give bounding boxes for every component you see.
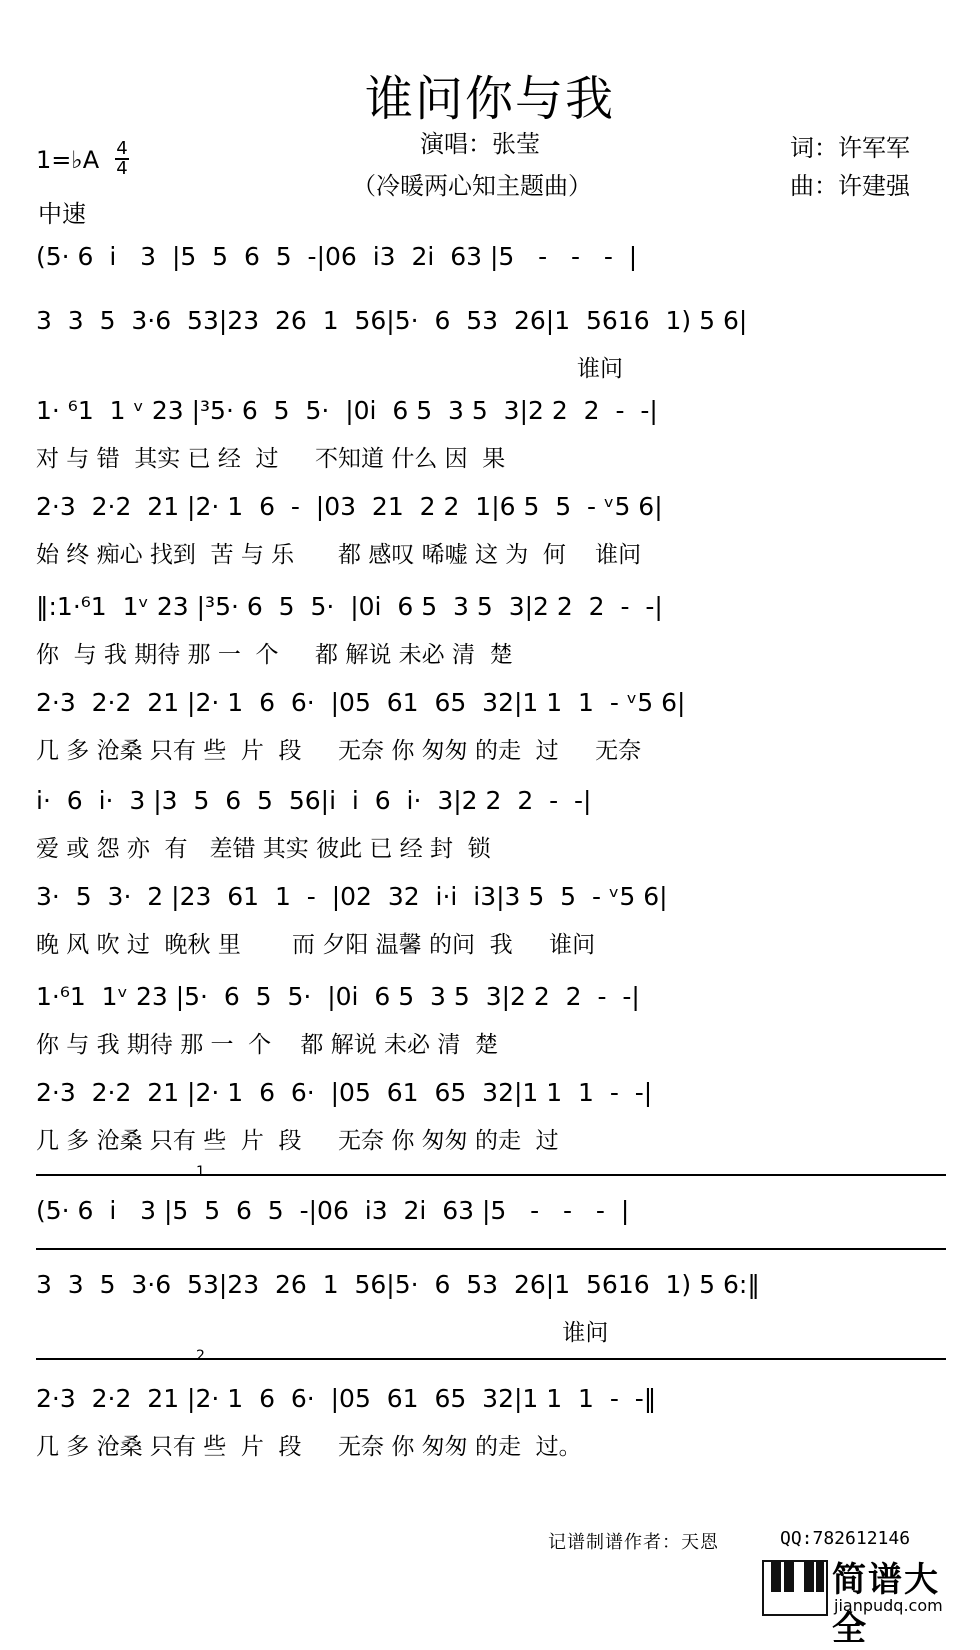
singer: 演唱：张莹 bbox=[420, 130, 540, 158]
system-5 bbox=[36, 584, 964, 674]
lyrics: 几 多 沧桑 只有 些 片 段 无奈 你 匆匆 的走 过 bbox=[36, 1128, 559, 1154]
time-signature bbox=[113, 140, 131, 178]
footer-credit: 记谱制谱作者：天恩 bbox=[548, 1532, 719, 1553]
logo-text: 简谱大全 bbox=[832, 1560, 940, 1649]
system-4 bbox=[36, 484, 964, 574]
tempo: 中速 bbox=[38, 200, 86, 228]
lyrics: 你 与 我 期待 那 一 个 都 解说 未必 清 楚 bbox=[36, 642, 513, 668]
lyrics: 爱 或 怨 亦 有 差错 其实 彼此 已 经 封 锁 bbox=[36, 836, 491, 862]
piano-icon bbox=[762, 1560, 828, 1616]
system-10 bbox=[36, 1070, 964, 1160]
volta-1-bracket bbox=[36, 1174, 946, 1176]
notes: ‖:1·⁶1 1ᵛ 23 |³5· 6 5 5· |0i 6 5 3 5 3|2 2 2 - -| bbox=[36, 592, 663, 621]
notes: 2·3 2·2 21 |2· 1 6 6· |05 61 65 32|1 1 1 - ᵛ5 6| bbox=[36, 688, 686, 717]
system-8 bbox=[36, 874, 964, 964]
lyrics: 谁问 bbox=[36, 1320, 609, 1346]
lyrics: 几 多 沧桑 只有 些 片 段 无奈 你 匆匆 的走 过 无奈 bbox=[36, 738, 642, 764]
system-2 bbox=[36, 298, 964, 388]
notes: i· 6 i· 3 |3 5 6 5 56|i i 6 i· 3|2 2 2 - -| bbox=[36, 786, 592, 815]
footer-qq: QQ:782612146 bbox=[780, 1528, 911, 1549]
notes: (5· 6 i 3 |5 5 6 5 -|06 i3 2i 63 |5 - - - | bbox=[36, 1196, 630, 1225]
system-9 bbox=[36, 974, 964, 1064]
volta-2-label: 2 bbox=[196, 1348, 205, 1364]
volta-1-bracket-lower bbox=[36, 1248, 946, 1250]
system-7 bbox=[36, 778, 964, 868]
key-signature: 1=♭A bbox=[36, 146, 100, 174]
lyrics: 谁问 bbox=[36, 356, 624, 382]
time-signature-bottom: 4 bbox=[116, 158, 128, 179]
notes: 1· ⁶1 1 ᵛ 23 |³5· 6 5 5· |0i 6 5 3 5 3|2 2 2 - -| bbox=[36, 396, 658, 425]
volta-1-label: 1 bbox=[196, 1164, 205, 1180]
notes: 2·3 2·2 21 |2· 1 6 6· |05 61 65 32|1 1 1 - -| bbox=[36, 1078, 653, 1107]
notes: 3· 5 3· 2 |23 61 1 - |02 32 i·i i3|3 5 5 - ᵛ5 6| bbox=[36, 882, 668, 911]
system-13 bbox=[36, 1376, 964, 1466]
site-logo bbox=[762, 1552, 972, 1649]
volta-2-bracket bbox=[36, 1358, 946, 1360]
notes: 1·⁶1 1ᵛ 23 |5· 6 5 5· |0i 6 5 3 5 3|2 2 2 - -| bbox=[36, 982, 640, 1011]
notes: 2·3 2·2 21 |2· 1 6 - |03 21 2 2 1|6 5 5 - ᵛ5 6| bbox=[36, 492, 663, 521]
lyrics: 对 与 错 其实 已 经 过 不知道 什么 因 果 bbox=[36, 446, 506, 472]
system-12 bbox=[36, 1262, 964, 1352]
notes: (5· 6 i 3 |5 5 6 5 -|06 i3 2i 63 |5 - - - | bbox=[36, 242, 638, 271]
composer: 曲：许建强 bbox=[790, 172, 910, 200]
lyricist: 词：许军军 bbox=[790, 134, 910, 162]
lyrics: 始 终 痴心 找到 苦 与 乐 都 感叹 唏嘘 这 为 何 谁问 bbox=[36, 542, 642, 568]
notes: 3 3 5 3·6 53|23 26 1 56|5· 6 53 26|1 5616 1) 5 6:‖ bbox=[36, 1270, 760, 1299]
system-3 bbox=[36, 388, 964, 478]
system-6 bbox=[36, 680, 964, 770]
song-title: 谁问你与我 bbox=[364, 71, 615, 127]
notes: 2·3 2·2 21 |2· 1 6 6· |05 61 65 32|1 1 1 - -‖ bbox=[36, 1384, 657, 1413]
lyrics: 几 多 沧桑 只有 些 片 段 无奈 你 匆匆 的走 过。 bbox=[36, 1434, 582, 1460]
lyrics: 晚 风 吹 过 晚秋 里 而 夕阳 温馨 的问 我 谁问 bbox=[36, 932, 596, 958]
subtitle: （冷暖两心知主题曲） bbox=[352, 172, 592, 200]
logo-url: jianpudq.com bbox=[834, 1596, 943, 1615]
notes: 3 3 5 3·6 53|23 26 1 56|5· 6 53 26|1 5616 1) 5 6| bbox=[36, 306, 748, 335]
time-signature-top: 4 bbox=[116, 138, 128, 159]
lyrics: 你 与 我 期待 那 一 个 都 解说 未必 清 楚 bbox=[36, 1032, 498, 1058]
